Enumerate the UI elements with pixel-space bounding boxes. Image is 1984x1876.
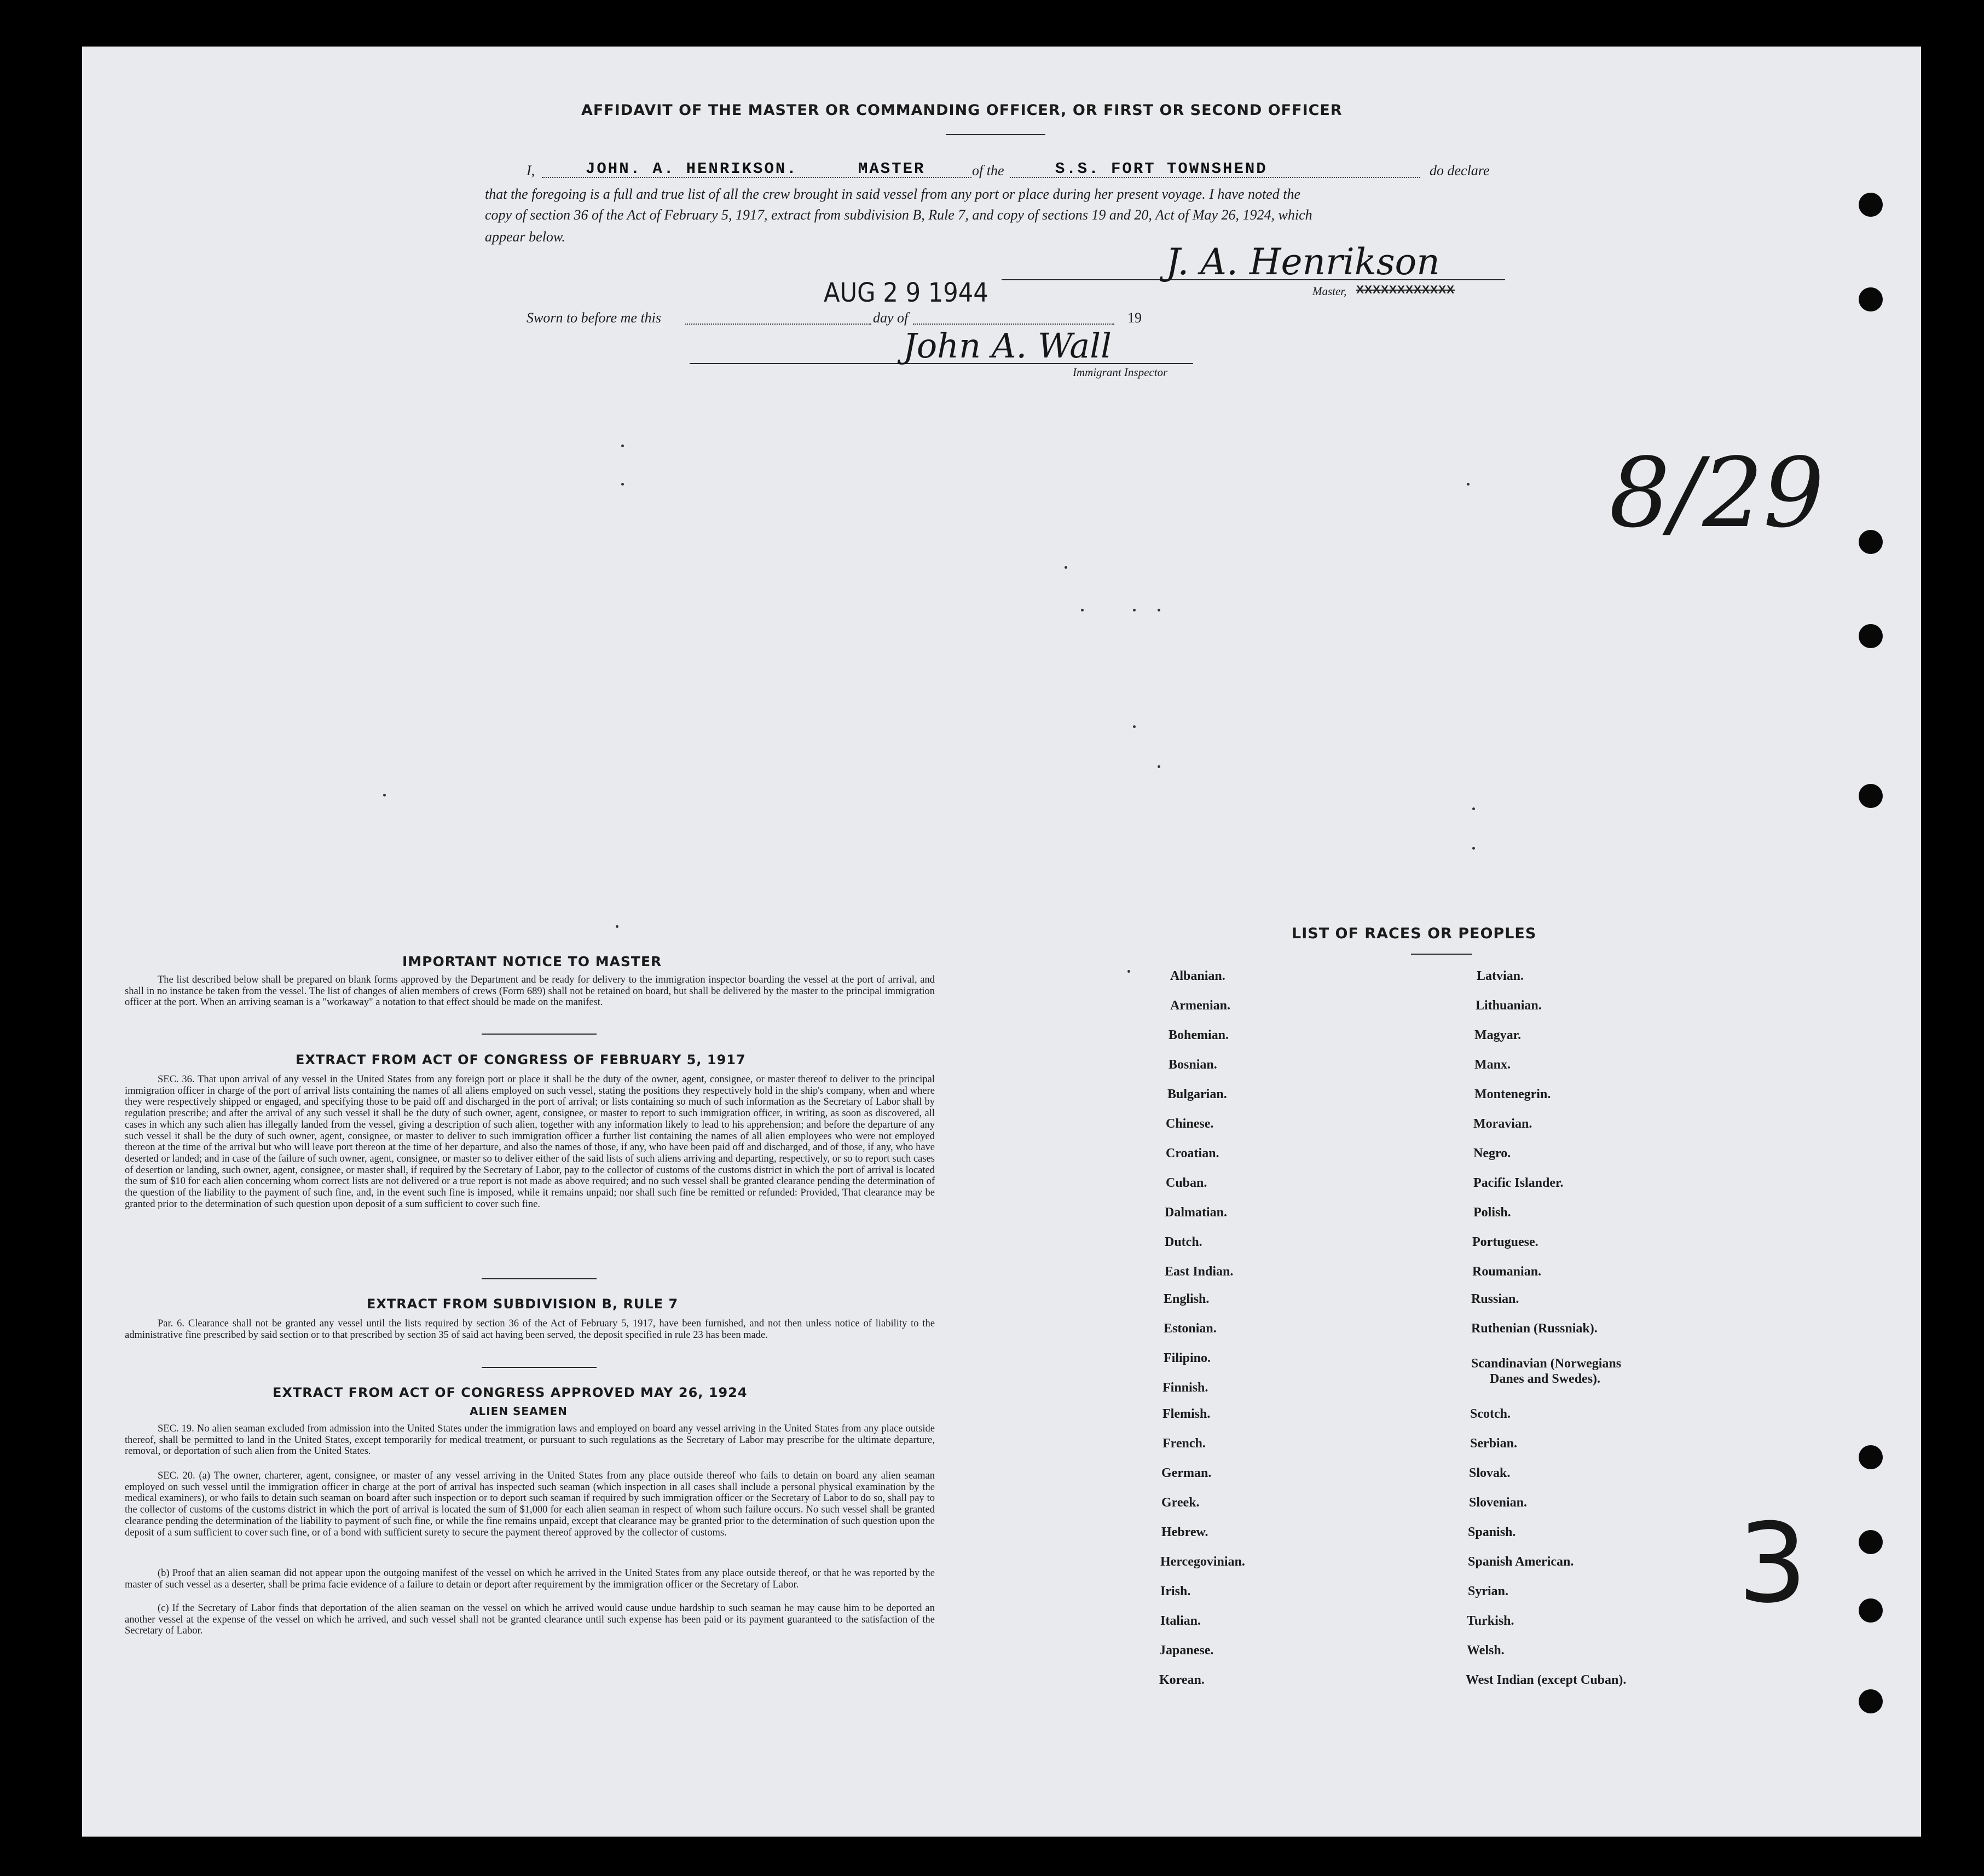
race-left-item: French. bbox=[1162, 1436, 1206, 1451]
race-right-item: Turkish. bbox=[1467, 1614, 1514, 1628]
race-right-item: Moravian. bbox=[1473, 1117, 1532, 1131]
binder-hole-icon bbox=[1859, 1689, 1883, 1713]
race-left-item: German. bbox=[1161, 1466, 1212, 1480]
race-right-item: Scandinavian (Norwegians bbox=[1471, 1357, 1622, 1371]
scan-speck bbox=[1472, 807, 1475, 810]
race-right-item: Syrian. bbox=[1468, 1584, 1509, 1598]
race-right-item: Slovenian. bbox=[1469, 1496, 1528, 1510]
notice-title: IMPORTANT NOTICE TO MASTER bbox=[402, 954, 662, 969]
do-declare-label: do declare bbox=[1430, 163, 1490, 178]
year-prefix: 19 bbox=[1127, 310, 1142, 326]
scan-speck bbox=[1065, 566, 1067, 569]
master-name: JOHN. A. HENRIKSON. bbox=[586, 160, 798, 178]
race-left-item: Japanese. bbox=[1159, 1643, 1214, 1658]
sec19-text: SEC. 19. No alien seaman excluded from admission into the United States under the immigration laws and employed on board any vessel arriving in the United States from any place outside thereof, shall be permitted to land in the United States, except temporarily for medical treatment, or pursuant to such regulations as the Secretary of Labor may prescribe for the ultimate departure, removal, or deportation of such alien from the United States. bbox=[125, 1423, 935, 1457]
scan-speck bbox=[616, 925, 618, 928]
race-left-item: Greek. bbox=[1161, 1496, 1200, 1510]
sworn-day-line bbox=[685, 324, 871, 325]
master-label: Master, bbox=[1312, 285, 1347, 298]
race-right-item: Spanish. bbox=[1468, 1525, 1516, 1539]
scan-speck bbox=[1127, 970, 1130, 973]
section-divider bbox=[482, 1278, 597, 1279]
race-right-item: Welsh. bbox=[1467, 1643, 1505, 1658]
race-left-item: English. bbox=[1164, 1292, 1210, 1306]
race-left-item: Dutch. bbox=[1165, 1235, 1202, 1249]
rule7-text: Par. 6. Clearance shall not be granted any vessel until the lists required by section 36 of the Act of February 5, 1917, have been furnished, and not then unless notice of liability to the administrative fine prescribed by said section or to that prescribed by section 35 of said act having been served, the deposit specified in rule 23 has been made. bbox=[125, 1318, 935, 1341]
race-right-item: Montenegrin. bbox=[1474, 1087, 1551, 1101]
form-title: AFFIDAVIT OF THE MASTER OR COMMANDING OFFICER, OR FIRST OR SECOND OFFICER bbox=[581, 102, 1343, 119]
race-left-item: Dalmatian. bbox=[1165, 1205, 1227, 1220]
section-divider bbox=[482, 1367, 597, 1368]
inspector-label: Immigrant Inspector bbox=[1073, 366, 1168, 379]
race-right-item: Russian. bbox=[1471, 1292, 1519, 1306]
scan-speck bbox=[1472, 847, 1475, 850]
scan-speck bbox=[1158, 609, 1160, 611]
inspector-signature: John A. Wall bbox=[903, 326, 1112, 366]
handwritten-page-number: 3 bbox=[1738, 1500, 1808, 1627]
scan-speck bbox=[621, 445, 624, 447]
extract-1917-text: SEC. 36. That upon arrival of any vessel in the United States from any foreign port or place it shall be the duty of the owner, agent, consignee, or master thereof to deliver to the principal immigration officer in charge of the port of arrival lists containing the names of all aliens employed on such vessel, stating the positions they respectively hold in the ship's company, when and where they were respectively shipped or engaged, and specifying those to be paid off and discharged in the port of arrival; or lists containing so much of such information as the Secretary of Labor shall by regulation prescribe; and after the arrival of any such vessel it shall be the duty of such owner, agent, consignee, or master to report to such immigration officer, in writing, as soon as discovered, all cases in which any such alien has illegally landed from the vessel, giving a description of such alien, together with any information likely to lead to his apprehension; and before the departure of any such vessel it shall be the duty of such owner, agent, consignee, or master to deliver to such immigration officer a further list containing the names of all alien employees who were not employed thereon at the time of the arrival but who will leave port thereon at the time of her departure, and also the names of those, if any, who have been paid off and discharged, and of those, if any, who have deserted or landed; and in case of the failure of such owner, agent, consignee, or master so to deliver either of the said lists of such aliens arriving and departing, respectively, or so to report such cases of desertion or landing, such owner, agent, consignee, or master shall, if required by the Secretary of Labor, pay to the collector of customs of the customs district in which the port of arrival is located the sum of $10 for each alien concerning whom correct lists are not delivered or a true report is not made as above required; and no such vessel shall be granted clearance pending the determination of the question of the liability to the payment of such fine, and, in the event such fine is imposed, while it remains unpaid; nor shall such fine be remitted or refunded: Provided, That clearance may be granted prior to the determination of such question upon deposit of a sum sufficient to cover such fine. bbox=[125, 1074, 935, 1210]
race-right-item: Slovak. bbox=[1469, 1466, 1511, 1480]
binder-hole-icon bbox=[1859, 1445, 1883, 1469]
race-left-item: Bulgarian. bbox=[1167, 1087, 1227, 1101]
extract-1924-title: EXTRACT FROM ACT OF CONGRESS APPROVED MAY 26, 1924 bbox=[273, 1385, 748, 1400]
binder-hole-icon bbox=[1859, 1598, 1883, 1623]
handwritten-date-mark: 8/29 bbox=[1609, 438, 1824, 549]
race-right-item: Magyar. bbox=[1474, 1028, 1522, 1042]
race-right-item: Pacific Islander. bbox=[1473, 1176, 1564, 1190]
sec20c-text: (c) If the Secretary of Labor finds that deportation of the alien seaman on the vessel on which he arrived would cause undue hardship to such seaman he may cause him to be deported an another vessel at the expense of the vessel on which he arrived, and such vessel shall not be granted clearance until such expense has been paid or its payment guaranteed to the satisfaction of the Secretary of Labor. bbox=[125, 1603, 935, 1637]
notice-text: The list described below shall be prepared on blank forms approved by the Department and be ready for delivery to the immigration inspector boarding the vessel at the port of arrival, and shall in no instance be taken from the vessel. The list of changes of alien members of crews (Form 689) shall not be retained on board, but shall be delivered by the master to the principal immigration officer at the port. When an arriving seaman is a "workaway" a notation to that effect should be made on the manifest. bbox=[125, 974, 935, 1008]
race-left-item: Croatian. bbox=[1166, 1146, 1219, 1161]
scan-speck bbox=[1133, 609, 1136, 611]
affidavit-i-label: I, bbox=[527, 163, 535, 178]
race-right-item: Scotch. bbox=[1470, 1407, 1511, 1421]
race-right-item: Manx. bbox=[1474, 1058, 1511, 1072]
master-rank: MASTER bbox=[858, 160, 926, 178]
struck-title: XXXXXXXXXXXX bbox=[1356, 284, 1455, 296]
race-left-item: Hebrew. bbox=[1161, 1525, 1208, 1539]
scan-speck bbox=[1081, 609, 1084, 611]
race-left-item: East Indian. bbox=[1165, 1265, 1234, 1279]
binder-hole-icon bbox=[1859, 624, 1883, 648]
races-divider bbox=[1411, 954, 1472, 955]
binder-hole-icon bbox=[1859, 530, 1883, 554]
race-left-item: Bosnian. bbox=[1169, 1058, 1217, 1072]
date-stamp: AUG 2 9 1944 bbox=[824, 278, 988, 308]
race-right-item: Portuguese. bbox=[1472, 1235, 1538, 1249]
race-left-item: Finnish. bbox=[1162, 1381, 1208, 1395]
race-left-item: Bohemian. bbox=[1169, 1028, 1229, 1042]
race-right-item: Serbian. bbox=[1470, 1436, 1518, 1451]
affidavit-line-3: copy of section 36 of the Act of February 5, 1917, extract from subdivision B, Rule 7, and copy of sections 19 and 20, Act of May 26, 1924, which bbox=[485, 207, 1312, 223]
rule7-title: EXTRACT FROM SUBDIVISION B, RULE 7 bbox=[367, 1296, 679, 1312]
section-divider bbox=[482, 1034, 597, 1035]
title-divider bbox=[946, 134, 1045, 135]
race-right-item: Lithuanian. bbox=[1476, 998, 1542, 1013]
scan-speck bbox=[383, 794, 386, 796]
race-right-item: Roumanian. bbox=[1472, 1265, 1542, 1279]
binder-hole-icon bbox=[1859, 287, 1883, 311]
scan-speck bbox=[621, 483, 624, 486]
sec20a-text: SEC. 20. (a) The owner, charterer, agent, consignee, or master of any vessel arriving in the United States from any place outside thereof who fails to detain on board any alien seaman employed on such vessel until the immigration officer in charge at the port of arrival has inspected such seaman (which inspection in all cases shall include a personal physical examination by the medical examiners), or who fails to detain such seaman on board after such inspection or to deport such seaman if required by such immigration officer or the Secretary of Labor to do so, shall pay to the collector of customs of the customs district in which the port of arrival is located the sum of $1,000 for each alien seaman in respect of whom such failure occurs. No such vessel shall be granted clearance pending the determination of the liability to payment of such fine, or while the fine remains unpaid, except that clearance may be granted prior to the determination of such question upon the deposit of a sum sufficient to cover such fine, or of a bond with sufficient surety to secure the payment thereof approved by the collector of customs. bbox=[125, 1470, 935, 1538]
extract-1924-subtitle: ALIEN SEAMEN bbox=[470, 1405, 568, 1418]
race-left-item: Hercegovinian. bbox=[1160, 1555, 1245, 1569]
sec20b-text: (b) Proof that an alien seaman did not appear upon the outgoing manifest of the vessel on which he arrived in the United States from any place outside thereof, or that he was reported by the master of such vessel as a deserter, shall be prima facie evidence of a failure to detain or deport after requirement by the immigration officer or the Secretary of Labor. bbox=[125, 1568, 935, 1590]
scan-speck bbox=[1467, 483, 1470, 486]
vessel-name: S.S. FORT TOWNSHEND bbox=[1055, 160, 1268, 178]
race-right-item: Latvian. bbox=[1477, 969, 1524, 983]
race-left-item: Irish. bbox=[1160, 1584, 1191, 1598]
race-right-item: West Indian (except Cuban). bbox=[1466, 1673, 1627, 1687]
affidavit-line-4: appear below. bbox=[485, 229, 565, 245]
races-title: LIST OF RACES OR PEOPLES bbox=[1292, 925, 1537, 942]
race-left-item: Albanian. bbox=[1170, 969, 1225, 983]
binder-hole-icon bbox=[1859, 1530, 1883, 1554]
race-right-item: Spanish American. bbox=[1468, 1555, 1574, 1569]
race-right-item: Polish. bbox=[1473, 1205, 1511, 1220]
scan-speck bbox=[1158, 765, 1160, 768]
sworn-label: Sworn to before me this bbox=[527, 310, 662, 326]
sworn-month-line bbox=[913, 324, 1114, 325]
race-right-item: Ruthenian (Russniak). bbox=[1471, 1321, 1598, 1336]
extract-1917-title: EXTRACT FROM ACT OF CONGRESS OF FEBRUARY 5, 1917 bbox=[296, 1052, 746, 1067]
race-right-item: Danes and Swedes). bbox=[1490, 1372, 1601, 1386]
race-left-item: Chinese. bbox=[1166, 1117, 1214, 1131]
binder-hole-icon bbox=[1859, 193, 1883, 217]
master-signature: J. A. Henrikson bbox=[1166, 241, 1440, 283]
race-left-item: Cuban. bbox=[1166, 1176, 1207, 1190]
race-left-item: Filipino. bbox=[1164, 1351, 1211, 1365]
day-of-label: day of bbox=[873, 310, 909, 326]
race-right-item: Negro. bbox=[1473, 1146, 1511, 1161]
of-the-label: of the bbox=[972, 163, 1004, 178]
scan-speck bbox=[1133, 725, 1136, 728]
race-left-item: Korean. bbox=[1159, 1673, 1205, 1687]
binder-hole-icon bbox=[1859, 784, 1883, 808]
race-left-item: Armenian. bbox=[1170, 998, 1230, 1013]
race-left-item: Flemish. bbox=[1162, 1407, 1211, 1421]
affidavit-line-2: that the foregoing is a full and true list of all the crew brought in said vessel from any port or place during her present voyage. I have noted the bbox=[485, 186, 1300, 202]
race-left-item: Estonian. bbox=[1164, 1321, 1217, 1336]
race-left-item: Italian. bbox=[1160, 1614, 1201, 1628]
